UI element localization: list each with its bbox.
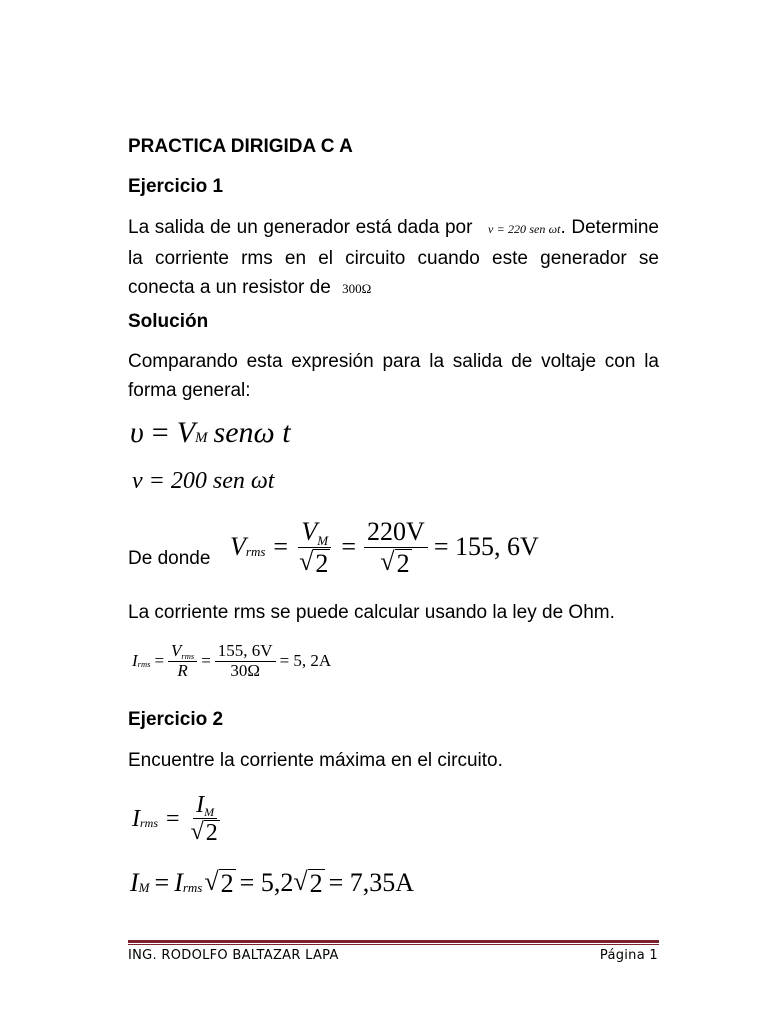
document-title: PRACTICA DIRIGIDA C A bbox=[128, 136, 353, 157]
im-equals-1: = bbox=[154, 868, 170, 897]
vrms-equals-1: = bbox=[273, 532, 289, 562]
sqrt2-radicand-4: 2 bbox=[220, 868, 234, 898]
eq-general-equals: = bbox=[151, 416, 169, 449]
irms-I: I bbox=[132, 651, 138, 671]
eq-general-lhs: υ bbox=[130, 416, 144, 449]
irms-equals-2: = bbox=[201, 651, 211, 671]
solution-heading: Solución bbox=[128, 311, 209, 332]
irms-sub: rms bbox=[137, 659, 151, 670]
vrms-equals-2: = bbox=[341, 532, 357, 562]
irms-num-sub: rms bbox=[181, 650, 195, 661]
im-equation: I M = I rms √ 2 = 5,2 √ 2 = 7,35A bbox=[130, 866, 415, 898]
vm-V: V bbox=[301, 517, 318, 546]
im-I2: I bbox=[174, 868, 183, 897]
220v-numerator: 220V bbox=[364, 518, 428, 548]
im-sub2: rms bbox=[182, 879, 203, 895]
irms-num-2: 155, 6V bbox=[215, 642, 276, 662]
155v-over-30ohm-fraction bbox=[215, 642, 276, 680]
im-result: = 7,35A bbox=[328, 868, 415, 897]
exercise-1-heading: Ejercicio 1 bbox=[128, 176, 224, 197]
exercise-2-text: Encuentre la corriente máxima en el circuito. bbox=[128, 750, 503, 771]
general-form-equation bbox=[130, 416, 291, 450]
irms-den-2: 30Ω bbox=[230, 660, 260, 680]
irms2-num-I: I bbox=[196, 792, 205, 818]
vrms-V: V bbox=[230, 532, 246, 562]
ohm-law-text: La corriente rms se puede calcular usando la ley de Ohm. bbox=[128, 602, 615, 623]
vrms-equation bbox=[230, 518, 539, 577]
irms-result: = 5, 2A bbox=[279, 651, 332, 671]
exercise-2-heading: Ejercicio 2 bbox=[128, 709, 224, 730]
im-I: I bbox=[130, 868, 139, 897]
im-sub: M bbox=[138, 879, 150, 895]
eq-general-V: V bbox=[176, 416, 196, 449]
irms2-sub: rms bbox=[140, 815, 159, 830]
vm-sub: M bbox=[317, 532, 329, 548]
irms-im-equation bbox=[132, 792, 223, 847]
resistor-value: 300Ω bbox=[342, 281, 372, 296]
exercise-1-period: . bbox=[560, 217, 566, 238]
solution-intro: Comparando esta expresión para la salida de voltaje con la forma general: bbox=[128, 351, 659, 401]
exercise-1-text-before: La salida de un generador está dada por bbox=[128, 217, 473, 238]
eq-general-rhs: senω t bbox=[213, 416, 291, 449]
eq-general-sub: M bbox=[195, 429, 208, 446]
footer-author: ING. RODOLFO BALTAZAR LAPA bbox=[128, 948, 339, 963]
irms2-I: I bbox=[132, 805, 140, 832]
footer-divider-thick bbox=[128, 940, 659, 943]
irms-num-V: V bbox=[171, 641, 182, 660]
footer-page-number: Página 1 bbox=[599, 948, 658, 963]
sqrt2-radicand-5: 2 bbox=[309, 868, 323, 898]
irms2-equals: = bbox=[166, 805, 180, 832]
specific-form-equation: v = 200 sen ωt bbox=[132, 468, 275, 494]
vrms-sub: rms bbox=[245, 543, 266, 559]
irms-equation bbox=[132, 642, 331, 680]
vrms-over-r-fraction bbox=[168, 642, 197, 680]
vrms-result: = 155, 6V bbox=[433, 532, 539, 562]
irms2-num-sub: M bbox=[204, 805, 215, 820]
footer-divider-thin bbox=[128, 944, 659, 945]
im-over-sqrt2-fraction: IM √ 2 bbox=[190, 792, 218, 847]
de-donde-label: De donde bbox=[128, 548, 211, 569]
220v-over-sqrt2-fraction: 220V √ 2 bbox=[364, 518, 428, 577]
exercise-1-statement bbox=[128, 213, 659, 303]
im-mid: = 5,2 bbox=[239, 868, 294, 897]
sqrt2-radicand-1: 2 bbox=[315, 548, 329, 578]
exercise-1-text-after: Determine la corriente rms en el circuito cuando este generador se conecta a un resistor de bbox=[128, 217, 660, 298]
sqrt2-radicand-3: 2 bbox=[205, 820, 218, 847]
irms-den-R: R bbox=[177, 660, 188, 680]
generator-voltage-inline-equation: v = 220 sen ωt bbox=[488, 222, 561, 236]
irms-equals-1: = bbox=[154, 651, 165, 671]
sqrt2-radicand-2: 2 bbox=[396, 548, 410, 578]
vm-over-sqrt2-fraction: VM √ 2 bbox=[296, 518, 333, 577]
